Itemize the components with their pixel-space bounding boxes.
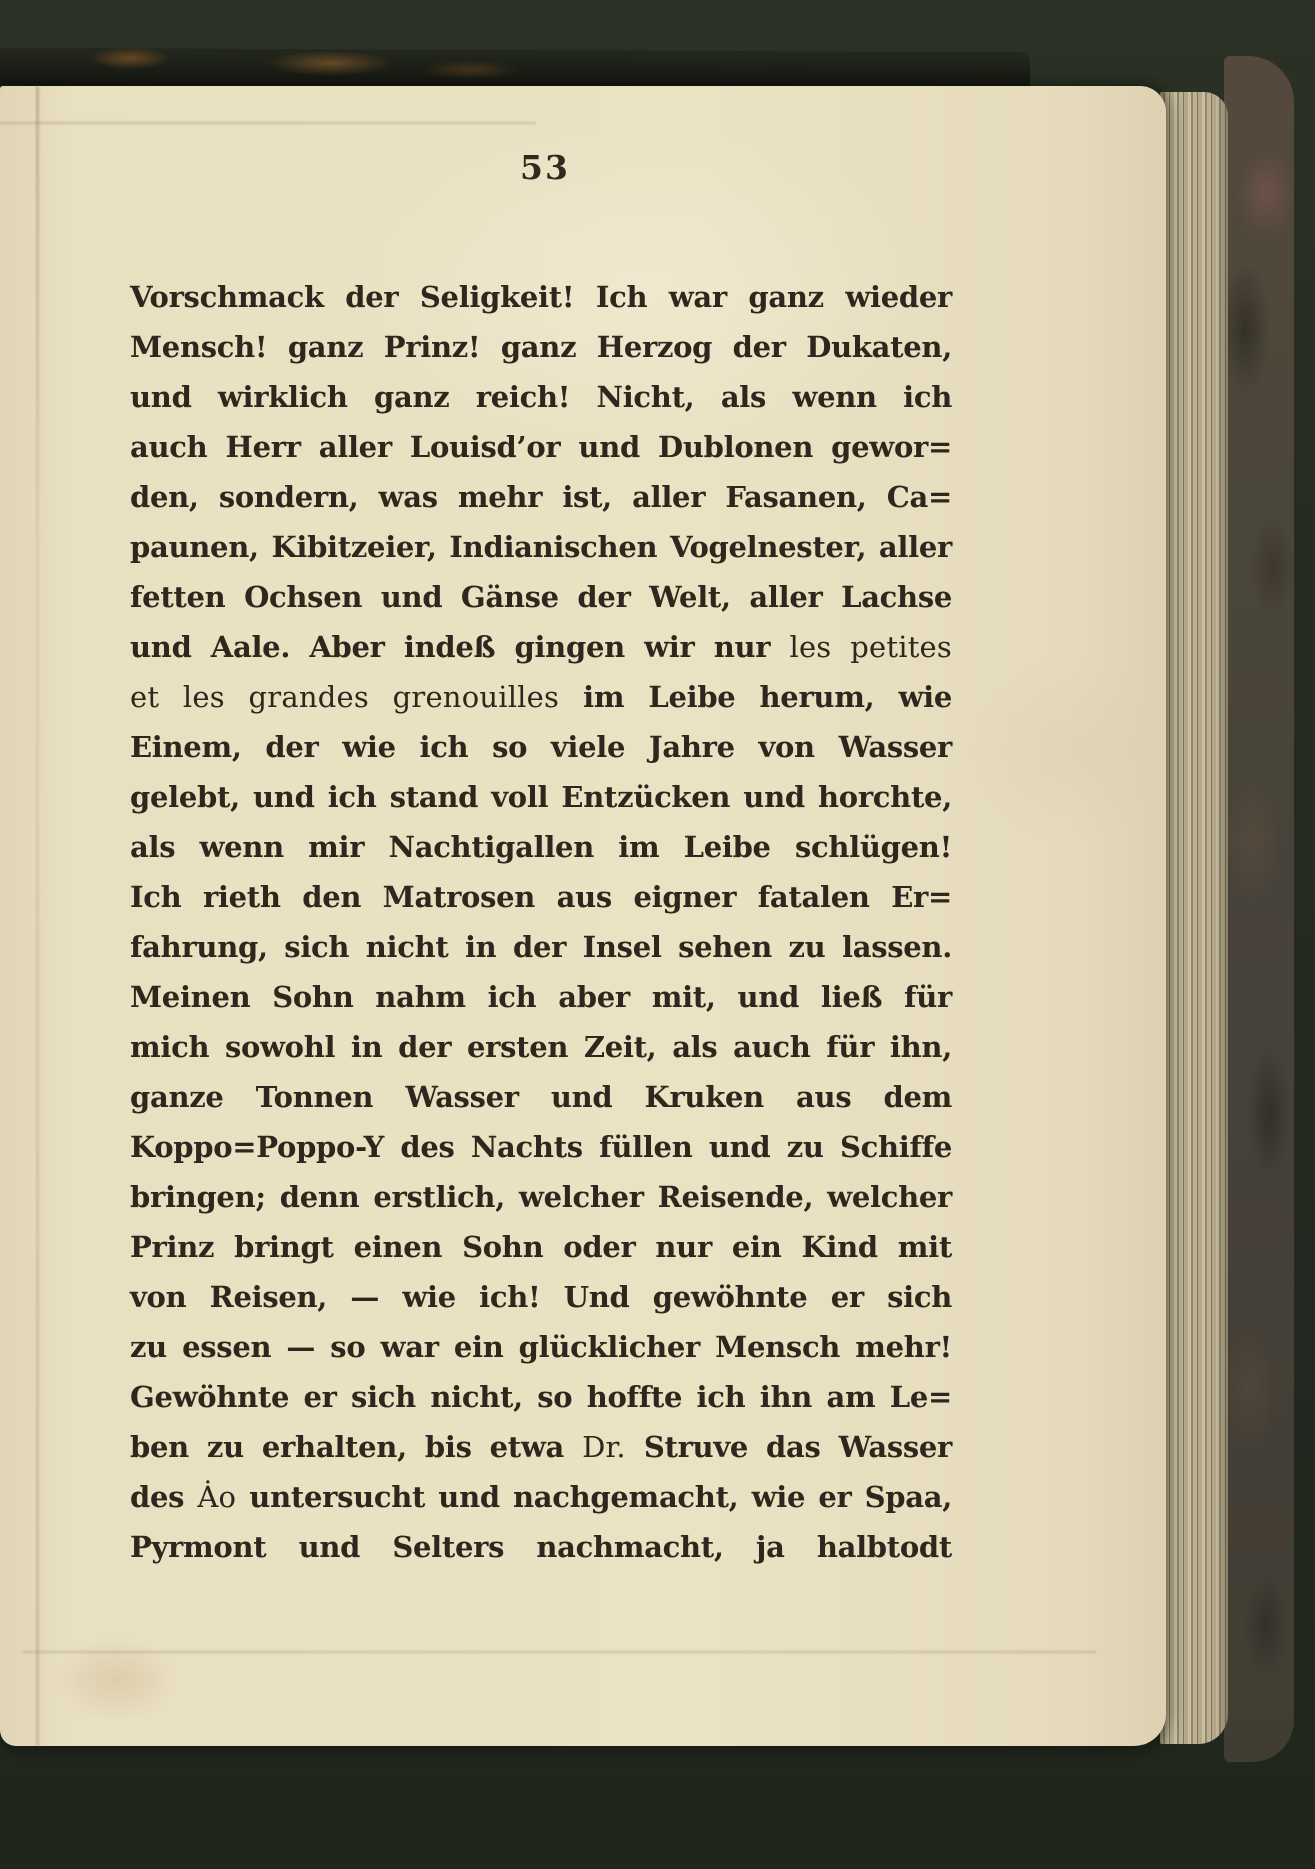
text-line <box>130 822 952 872</box>
text-segment: untersucht und nachgemacht, wie er Spaa, <box>236 1480 953 1514</box>
text-line <box>130 1422 952 1472</box>
text-segment: Einem, der wie ich so viele Jahre von Wasser <box>130 730 952 764</box>
paper-crease-top <box>0 122 536 124</box>
book-page <box>0 86 1166 1746</box>
text-segment: fetten Ochsen und Gänse der Welt, aller Lachse <box>130 580 952 614</box>
text-segment: Pyrmont und Selters nachmacht, ja halbtodt <box>130 1530 952 1564</box>
text-segment: Prinz bringt einen Sohn oder nur ein Kind mit <box>130 1230 952 1264</box>
text-segment: Gewöhnte er sich nicht, so hoffte ich ihn am Le= <box>130 1380 952 1414</box>
text-segment: Vorschmack der Seligkeit! Ich war ganz wieder <box>130 280 952 314</box>
text-line <box>130 1172 952 1222</box>
paper-crease-bottom <box>23 1651 1096 1653</box>
text-segment: als wenn mir Nachtigallen im Leibe schlügen! <box>130 830 952 864</box>
text-segment: Meinen Sohn nahm ich aber mit, und ließ für <box>130 980 952 1014</box>
text-segment: auch Herr aller Louisd’or und Dublonen gewor= <box>130 430 952 464</box>
text-segment: und wirklich ganz reich! Nicht, als wenn ich <box>130 380 952 414</box>
text-line <box>130 422 952 472</box>
text-line <box>130 1122 952 1172</box>
text-segment: Ich rieth den Matrosen aus eigner fatalen Er= <box>130 880 952 914</box>
text-line <box>130 622 952 672</box>
text-segment-antiqua: Dr. <box>582 1430 626 1464</box>
text-line <box>130 322 952 372</box>
text-line <box>130 722 952 772</box>
text-line <box>130 922 952 972</box>
text-segment: und Aale. Aber indeß gingen wir nur <box>130 630 790 664</box>
text-segment: den, sondern, was mehr ist, aller Fasanen, Ca= <box>130 480 952 514</box>
text-line <box>130 1272 952 1322</box>
text-segment-antiqua: Ȧo <box>197 1480 237 1514</box>
book-cover-top-edge <box>0 48 1030 90</box>
text-segment-antiqua: et les grandes grenouilles <box>130 680 560 714</box>
text-line <box>130 1322 952 1372</box>
text-line <box>130 672 952 722</box>
text-line <box>130 1522 952 1572</box>
paper-crease-left <box>36 86 39 1746</box>
text-segment: mich sowohl in der ersten Zeit, als auch für ihn, <box>130 1030 952 1064</box>
text-segment: des <box>130 1480 198 1514</box>
text-segment: ben zu erhalten, bis etwa <box>130 1430 583 1464</box>
text-segment: fahrung, sich nicht in der Insel sehen zu lassen. <box>130 930 952 964</box>
text-segment: Struve das Wasser <box>625 1430 952 1464</box>
text-line <box>130 522 952 572</box>
text-line <box>130 572 952 622</box>
text-segment: Koppo=Poppo-Y des Nachts füllen und zu Schiffe <box>130 1130 952 1164</box>
text-segment: von Reisen, — wie ich! Und gewöhnte er sich <box>130 1280 952 1314</box>
text-line <box>130 1022 952 1072</box>
text-line <box>130 372 952 422</box>
text-line <box>130 972 952 1022</box>
text-line <box>130 1372 952 1422</box>
page-stack-fore-edge <box>1160 92 1228 1744</box>
text-line <box>130 272 952 322</box>
text-segment: gelebt, und ich stand voll Entzücken und horchte, <box>130 780 952 814</box>
book-cover-marbled-edge <box>1224 56 1294 1762</box>
text-segment-antiqua: les petites <box>789 630 952 664</box>
text-segment: zu essen — so war ein glücklicher Mensch mehr! <box>130 1330 952 1364</box>
text-segment: bringen; denn erstlich, welcher Reisende, welcher <box>130 1180 952 1214</box>
text-line <box>130 872 952 922</box>
text-segment: paunen, Kibitzeier, Indianischen Vogelnester, aller <box>130 530 952 564</box>
text-line <box>130 772 952 822</box>
text-segment: ganze Tonnen Wasser und Kruken aus dem <box>130 1080 952 1114</box>
text-block <box>130 272 952 1572</box>
text-line <box>130 472 952 522</box>
page-number: 53 <box>520 148 570 187</box>
text-segment: im Leibe herum, wie <box>559 680 953 714</box>
text-line <box>130 1072 952 1122</box>
text-segment: Mensch! ganz Prinz! ganz Herzog der Dukaten, <box>130 330 952 364</box>
text-line <box>130 1472 952 1522</box>
text-line <box>130 1222 952 1272</box>
